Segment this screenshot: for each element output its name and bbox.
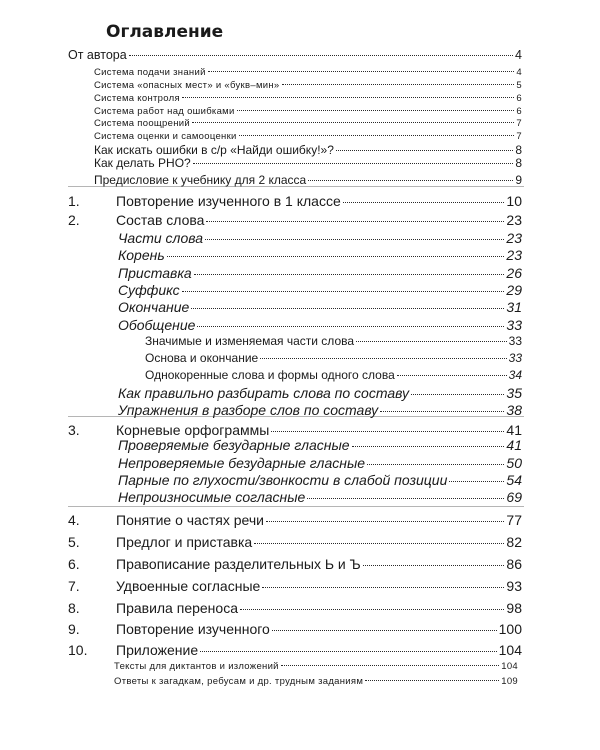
toc-chapter[interactable] [68, 512, 522, 530]
chapter-number: 9. [68, 621, 80, 637]
page-number: 104 [501, 661, 518, 672]
page-number: 23 [506, 247, 522, 263]
toc-entry[interactable] [118, 282, 522, 300]
page-number: 86 [506, 556, 522, 572]
dot-leader [192, 121, 514, 123]
dot-leader [365, 679, 499, 681]
toc-entry[interactable] [118, 472, 522, 490]
entry-title: Как правильно разбирать слова по составу [118, 385, 409, 401]
dot-leader [206, 220, 504, 222]
chapter-number: 4. [68, 512, 80, 528]
dot-leader [411, 393, 504, 395]
page-number: 23 [506, 212, 522, 228]
dot-leader [352, 445, 505, 447]
page-number: 104 [498, 642, 522, 658]
entry-title: Корневые орфограммы [116, 422, 270, 438]
dot-leader [449, 480, 504, 482]
dot-leader [208, 70, 515, 72]
chapter-number: 5. [68, 534, 80, 550]
page-number: 93 [506, 578, 522, 594]
toc-entry[interactable] [118, 437, 522, 455]
entry-title: Система контроля [94, 93, 180, 104]
toc-entry[interactable] [118, 230, 522, 248]
dot-leader [254, 542, 504, 544]
dot-leader [191, 307, 504, 309]
page-number: 54 [506, 472, 522, 488]
page-number: 38 [506, 402, 522, 418]
page-number: 77 [506, 512, 522, 528]
page-number: 4 [515, 48, 522, 62]
dot-leader [307, 497, 504, 499]
page-number: 34 [508, 368, 522, 382]
entry-title: Непроверяемые безударные гласные [118, 455, 366, 471]
toc-chapter[interactable] [68, 212, 522, 230]
page-number: 69 [506, 489, 522, 505]
chapter-number: 10. [68, 642, 88, 658]
page-number: 6 [516, 106, 522, 117]
entry-title: Приложение [116, 642, 199, 658]
dot-leader [262, 586, 504, 588]
entry-title: Значимые и изменяемая части слова [145, 334, 355, 348]
dot-leader [200, 650, 497, 652]
dot-leader [282, 83, 515, 85]
dot-leader [193, 162, 514, 164]
toc-entry[interactable] [68, 48, 522, 66]
entry-title: Основа и окончание [145, 351, 259, 365]
dot-leader [194, 273, 505, 275]
toc-chapter[interactable] [68, 600, 522, 618]
page-number: 33 [508, 334, 522, 348]
toc-chapter[interactable] [68, 621, 522, 639]
toc-entry[interactable] [94, 173, 522, 191]
dot-leader [240, 608, 504, 610]
page-number: 23 [506, 230, 522, 246]
page-number: 5 [516, 80, 522, 91]
entry-title: Части слова [118, 230, 204, 246]
chapter-number: 1. [68, 193, 80, 209]
toc-chapter[interactable] [68, 578, 522, 596]
page-number: 33 [508, 351, 522, 365]
chapter-number: 8. [68, 600, 80, 616]
page-number: 100 [498, 621, 522, 637]
dot-leader [336, 149, 513, 151]
page-number: 33 [506, 317, 522, 333]
entry-title: Повторение изученного в 1 классе [116, 193, 341, 209]
toc-entry[interactable] [118, 317, 522, 335]
entry-title: Приставка [118, 265, 192, 281]
dot-leader [266, 520, 504, 522]
page-number: 41 [506, 422, 522, 438]
dot-leader [367, 463, 504, 465]
page-number: 41 [506, 437, 522, 453]
chapter-number: 2. [68, 212, 80, 228]
page-number: 7 [516, 118, 522, 129]
page-number: 82 [506, 534, 522, 550]
entry-title: Понятие о частях речи [116, 512, 264, 528]
toc-chapter[interactable] [68, 556, 522, 574]
entry-title: Удвоенные согласные [116, 578, 261, 594]
entry-title: Система «опасных мест» и «букв–мин» [94, 80, 280, 91]
entry-title: Система подачи знаний [94, 67, 206, 78]
page-number: 6 [516, 93, 522, 104]
toc-entry[interactable] [118, 455, 522, 473]
dot-leader [182, 290, 505, 292]
toc-entry[interactable] [145, 368, 522, 386]
page-number: 8 [515, 156, 522, 170]
chapter-number: 3. [68, 422, 80, 438]
toc-entry[interactable] [118, 402, 522, 420]
entry-title: Система оценки и самооценки [94, 131, 237, 142]
entry-title: Состав слова [116, 212, 205, 228]
entry-title: Система поощрений [94, 118, 190, 129]
page-number: 35 [506, 385, 522, 401]
toc-entry[interactable] [118, 385, 522, 403]
toc-chapter[interactable] [68, 534, 522, 552]
toc-chapter[interactable] [68, 642, 522, 660]
page-title: Оглавление [106, 22, 224, 42]
dot-leader [308, 179, 513, 181]
page-number: 8 [515, 143, 522, 157]
toc-entry[interactable] [94, 156, 522, 174]
entry-title: Система работ над ошибками [94, 106, 235, 117]
entry-title: Проверяемые безударные гласные [118, 437, 350, 453]
page-number: 31 [506, 299, 522, 315]
dot-leader [380, 410, 504, 412]
dot-leader [237, 109, 515, 111]
toc-entry[interactable] [118, 247, 522, 265]
dot-leader [343, 201, 505, 203]
entry-title: Обобщение [118, 317, 196, 333]
dot-leader [129, 54, 513, 56]
dot-leader [281, 664, 499, 666]
entry-title: Предлог и приставка [116, 534, 253, 550]
entry-title: Непроизносимые согласные [118, 489, 306, 505]
chapter-number: 7. [68, 578, 80, 594]
entry-title: Ответы к загадкам, ребусам и др. трудным заданиям [114, 676, 364, 687]
dot-leader [197, 325, 504, 327]
entry-title: Однокоренные слова и формы одного слова [145, 368, 395, 382]
dot-leader [239, 134, 515, 136]
entry-title: Упражнения в разборе слов по составу [118, 402, 379, 418]
entry-title: Правописание разделительных Ь и Ъ [116, 556, 361, 572]
page-number: 10 [506, 193, 522, 209]
dot-leader [167, 255, 505, 257]
toc-entry[interactable] [118, 299, 522, 317]
entry-title: Правила переноса [116, 600, 238, 616]
entry-title: Парные по глухости/звонкости в слабой позиции [118, 472, 448, 488]
entry-title: Корень [118, 247, 165, 263]
entry-title: Суффикс [118, 282, 180, 298]
page-number: 7 [516, 131, 522, 142]
entry-title: Как делать РНО? [94, 156, 191, 170]
page-number: 26 [506, 265, 522, 281]
page-number: 29 [506, 282, 522, 298]
dot-leader [205, 238, 504, 240]
toc-entry[interactable] [145, 334, 522, 352]
entry-title: Предисловие к учебнику для 2 класса [94, 173, 307, 187]
toc-entry[interactable] [118, 265, 522, 283]
entry-title: Повторение изученного [116, 621, 270, 637]
page-number: 9 [515, 173, 522, 187]
page-number: 109 [501, 676, 518, 687]
toc-entry[interactable] [114, 676, 518, 694]
dot-leader [271, 430, 504, 432]
page-number: 4 [516, 67, 522, 78]
toc-entry[interactable] [145, 351, 522, 369]
page-number: 50 [506, 455, 522, 471]
entry-title: Окончание [118, 299, 190, 315]
dot-leader [260, 357, 506, 359]
dot-leader [272, 629, 497, 631]
toc-entry[interactable] [118, 489, 522, 507]
dot-leader [397, 374, 507, 376]
dot-leader [363, 564, 505, 566]
toc-chapter[interactable] [68, 193, 522, 211]
dot-leader [182, 96, 515, 98]
chapter-number: 6. [68, 556, 80, 572]
entry-title: Как искать ошибки в с/р «Найди ошибку!»? [94, 143, 334, 157]
page-number: 98 [506, 600, 522, 616]
entry-title: От автора [68, 48, 127, 62]
dot-leader [356, 340, 507, 342]
entry-title: Тексты для диктантов и изложений [114, 661, 279, 672]
